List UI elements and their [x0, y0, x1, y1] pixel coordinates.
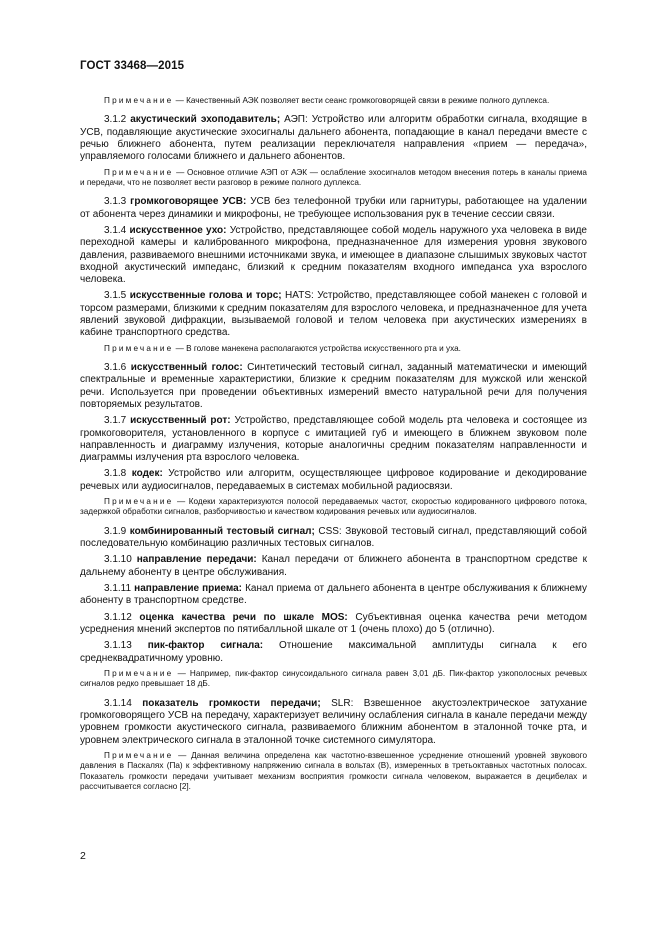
term-definition	[80, 196, 587, 221]
term-text: HATS: Устройство, представляющее собой манекен с головой и торсом размерами, близкими к средним показателям для взрослого человека, и предназначенное для учета явлений звуковой дифракции, вызываемой головой и телом человека при акустических измерениях в кабине транспортного средства.	[80, 290, 587, 339]
note-text: — В голове манекена располагаются устройства искусственного рта и уха.	[175, 343, 461, 353]
term-name: искусственный голос:	[130, 362, 243, 374]
term-number: 3.1.14	[104, 697, 132, 709]
note-paragraph	[80, 497, 587, 518]
term-definition	[80, 698, 587, 747]
note-label: Примечание	[104, 96, 174, 105]
note-text: — Данная величина определена как частотно-взвешенное усреднение отношений уровней звукового давления в Паскалях (Па) к эффективному напряжению сигнала в вольтах (В), измеренных в третьоктавных частотных полосах. Показатель громкости передачи учитывает механизм восприятия громкости сигнала человеком, выражается в децибелах и рассчитывается согласно [2].	[80, 750, 587, 792]
term-name: громкоговорящее УСВ:	[130, 196, 247, 208]
term-definition	[80, 362, 587, 411]
term-name: искусственное ухо:	[129, 225, 227, 236]
document-body	[80, 92, 587, 800]
term-definition	[80, 583, 587, 608]
term-definition	[80, 526, 587, 551]
term-number: 3.1.9	[104, 525, 127, 537]
term-text: Синтетический тестовый сигнал, заданный математически и имеющий спектральные и временные характеристики, близкие к средним показателям для мужской или женской речи. Используется при проведении объективных измерений вместо натуральной речи для получения повторяемых результатов.	[80, 362, 588, 410]
term-definition	[80, 612, 587, 637]
term-number: 3.1.10	[104, 554, 132, 566]
term-number: 3.1.6	[104, 362, 127, 374]
note-label: Примечание	[104, 167, 174, 177]
document-header: ГОСТ 33468—2015	[80, 60, 185, 72]
term-name: искусственные голова и торс;	[129, 290, 282, 302]
term-number: 3.1.13	[104, 640, 132, 652]
note-label: Примечание	[104, 668, 174, 678]
term-text: Устройство, представляющее собой модель наружного уха человека в виде переходной камеры и калиброванного микрофона, предназначенное для измерения уровня звукового давления, развиваемого внешними источниками звука, и имеющее в диапазоне слышимых звуковых частот входной акустический импеданс, близкий к средним показателям входного импеданса уха взрослого человека.	[80, 225, 587, 286]
term-text: УСВ без телефонной трубки или гарнитуры, работающее на удалении от абонента через динамики и микрофоны, не требующее использования рук в течение сессии связи.	[80, 196, 588, 220]
term-definition	[80, 554, 587, 579]
note-paragraph	[80, 669, 587, 690]
note-label: Примечание	[104, 497, 174, 507]
note-paragraph	[80, 751, 587, 793]
term-text: Устройство, представляющее собой модель рта человека и состоящее из громкоговорителя, установленного в корпусе с имитацией губ и имеющего в ближнем звуковом поле направленность и диаграмму излучения, которые аналогичны средним показателям направленности и диаграммы излучения рта взрослого человека.	[80, 415, 588, 464]
note-paragraph	[80, 168, 587, 189]
term-name: оценка качества речи по шкале MOS:	[139, 611, 348, 623]
term-text: АЭП: Устройство или алгоритм обработки сигнала, входящие в УСВ, подавляющие акустические эхосигналы дальнего абонента, попадающие в канал передачи вместе с речью ближнего абонента, путем реализации переключателя направления «прием — передача», управляемого голосами ближнего и дальнего абонентов.	[80, 114, 588, 163]
term-text: Канал приема от дальнего абонента в центре обслуживания к ближнему абоненту в транспортном средстве.	[80, 583, 587, 607]
term-text: Субъективная оценка качества речи методом усреднения мнений экспертов по пятибалльной шкале от 1 (очень плохо) до 5 (отлично).	[80, 611, 588, 635]
term-definition	[80, 225, 587, 286]
term-number: 3.1.12	[104, 611, 132, 623]
term-definition	[80, 468, 587, 493]
note-text: — Качественный АЭК позволяет вести сеанс громкоговорящей связи в режиме полного дуплекса.	[175, 96, 550, 105]
term-name: направление приема:	[134, 583, 243, 595]
term-name: искусственный рот:	[130, 415, 231, 427]
term-definition	[80, 415, 587, 464]
term-name: акустический эхоподавитель;	[130, 114, 281, 126]
term-name: пик-фактор сигнала:	[147, 640, 264, 652]
note-label: Примечание	[104, 343, 174, 353]
term-definition	[80, 114, 587, 163]
term-text: SLR: Взвешенное акустоэлектрическое затухание громкоговорящего УСВ на передачу, характеризует величину ослабления сигнала в канале передачи между уровнем громкости акустического сигнала, развиваемого ближним абонентом в эталонной точке рта, и уровнем электрического сигнала в эталонной точке системного симулятора.	[80, 697, 588, 746]
note-paragraph	[80, 344, 587, 354]
page-number: 2	[80, 850, 86, 862]
term-number: 3.1.4	[104, 225, 127, 236]
term-name: направление передачи:	[136, 554, 257, 566]
term-definition	[80, 640, 587, 665]
term-number: 3.1.2	[104, 114, 127, 126]
note-paragraph	[80, 96, 587, 106]
term-text: Отношение максимальной амплитуды сигнала к его среднеквадратичному уровню.	[80, 640, 587, 664]
term-number: 3.1.11	[104, 583, 132, 595]
note-text: — Основное отличие АЭП от АЭК — ослабление эхосигналов методом внесения потерь в каналы приема и передачи, что не позволяет вести разговор в режиме полного дуплекса.	[80, 167, 587, 187]
note-label: Примечание	[104, 750, 174, 760]
term-number: 3.1.7	[104, 415, 127, 427]
term-number: 3.1.8	[104, 468, 127, 480]
term-definition	[80, 290, 587, 339]
term-name: показатель громкости передачи;	[142, 697, 321, 709]
term-number: 3.1.5	[104, 290, 127, 302]
term-number: 3.1.3	[104, 196, 127, 208]
term-text: Канал передачи от ближнего абонента в транспортном средстве к дальнему абоненту в центре обслуживания.	[80, 554, 588, 578]
note-text: — Кодеки характеризуются полосой передаваемых частот, скоростью кодированного цифрового потока, задержкой обработки сигналов, разборчивостью и качеством кодирования речевых или аудиосигналов.	[80, 497, 587, 517]
term-name: комбинированный тестовый сигнал;	[129, 525, 315, 537]
note-text: — Например, пик-фактор синусоидального сигнала равен 3,01 дБ. Пик-фактор узкополосных речевых сигналов редко превышает 18 дБ.	[80, 668, 587, 689]
term-text: CSS: Звуковой тестовый сигнал, представляющий собой последовательную комбинацию различных тестовых сигналов.	[80, 525, 587, 550]
term-name: кодек:	[131, 468, 163, 480]
term-text: Устройство или алгоритм, осуществляющее цифровое кодирование и декодирование речевых или аудиосигналов, передаваемых в системах мобильной радиосвязи.	[80, 468, 587, 492]
